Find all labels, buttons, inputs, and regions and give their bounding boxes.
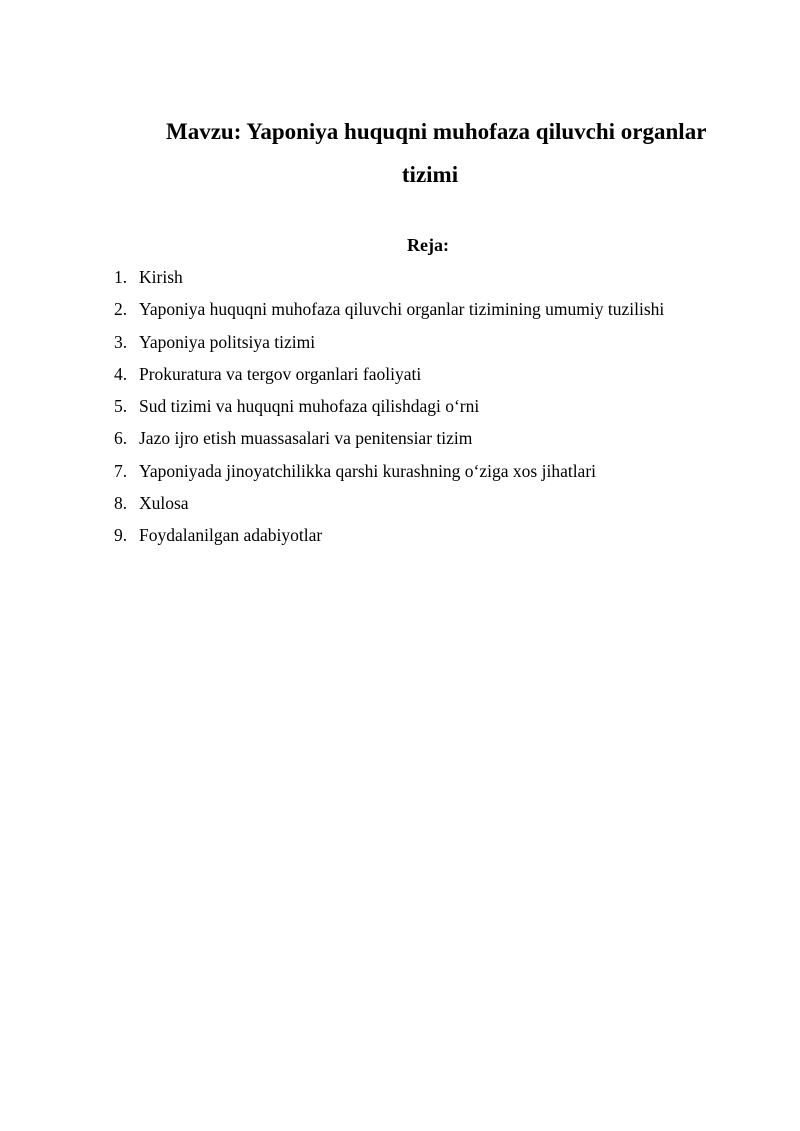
plan-heading: Reja: [407, 235, 449, 255]
plan-item [114, 265, 664, 297]
plan-item-number: 7. [114, 460, 128, 481]
plan-item-text: Prokuratura va tergov organlari faoliyati [139, 363, 422, 384]
plan-item-text: Yaponiya huquqni muhofaza qiluvchi organlar tizimining umumiy tuzilishi [139, 299, 665, 320]
plan-item [114, 362, 664, 394]
plan-item [114, 394, 664, 426]
plan-item-text: Kirish [139, 267, 183, 287]
plan-item-number: 5. [114, 396, 128, 417]
plan-item-number: 6. [114, 428, 128, 449]
plan-item [114, 330, 664, 362]
plan-item-number: 8. [114, 493, 128, 514]
plan-item [114, 523, 664, 555]
plan-item-number: 2. [114, 299, 128, 320]
plan-item-text: Xulosa [139, 493, 189, 514]
plan-item [114, 459, 664, 491]
plan-item [114, 426, 664, 458]
plan-item [114, 297, 664, 329]
plan-item-text: Jazo ijro etish muassasalari va penitensiar tizim [139, 428, 473, 449]
document-title-line-2: tizimi [401, 162, 459, 187]
document-title-line-1: Mavzu: Yaponiya huquqni muhofaza qiluvchi organlar [166, 119, 707, 144]
plan-item-text: Yaponiyada jinoyatchilikka qarshi kurashning o‘ziga xos jihatlari [139, 460, 597, 481]
plan-item-number: 1. [114, 267, 128, 287]
plan-item-text: Yaponiya politsiya tizimi [139, 331, 316, 352]
plan-item-number: 3. [114, 331, 128, 352]
plan-item-number: 9. [114, 525, 128, 546]
plan-item-text: Sud tizimi va huquqni muhofaza qilishdagi o‘rni [139, 396, 480, 417]
plan-item-number: 4. [114, 363, 128, 384]
plan-item-text: Foydalanilgan adabiyotlar [139, 525, 323, 546]
plan-item [114, 491, 664, 523]
plan-list [114, 265, 664, 556]
